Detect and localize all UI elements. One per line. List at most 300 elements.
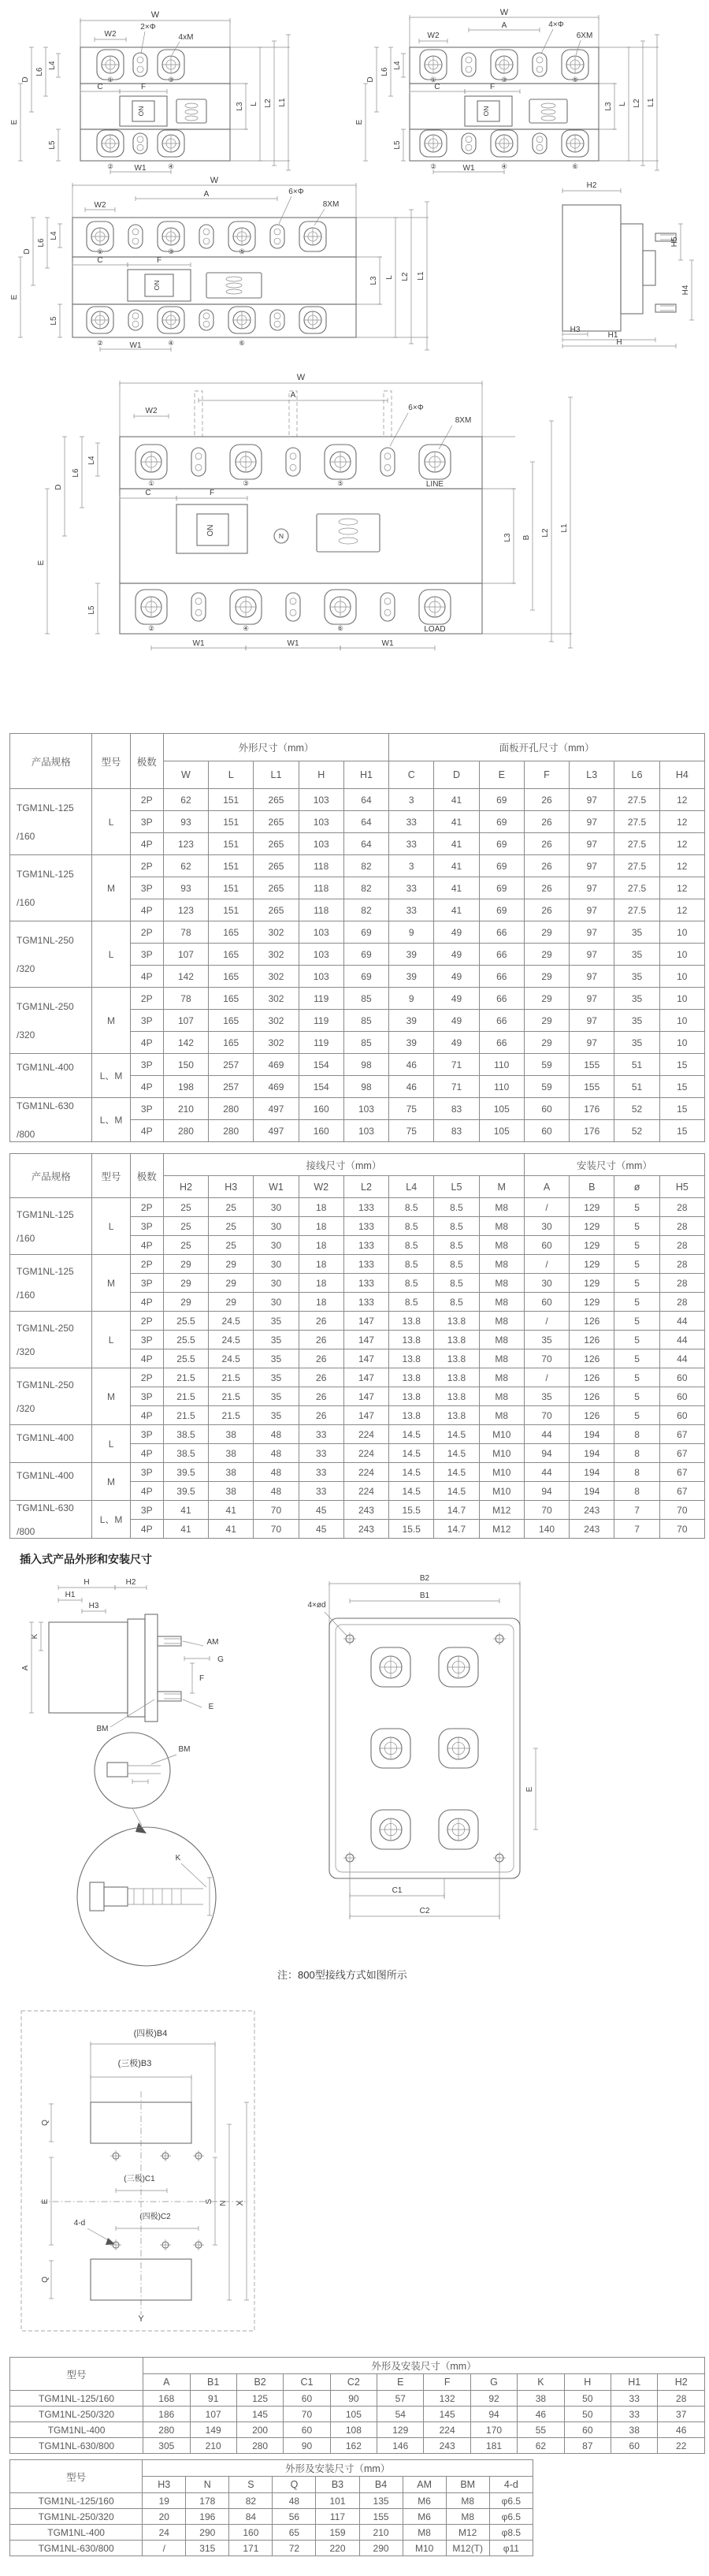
- value-cell: 29: [209, 1255, 254, 1274]
- value-cell: 97: [570, 789, 614, 811]
- value-cell: 119: [299, 988, 343, 1010]
- value-cell: 22: [658, 2438, 705, 2454]
- poles-cell: 2P: [130, 921, 163, 944]
- value-cell: 147: [343, 1331, 388, 1349]
- column-header: H3: [209, 1176, 254, 1198]
- dim-label: F: [489, 83, 496, 91]
- value-cell: 97: [570, 921, 614, 944]
- value-cell: 30: [524, 1274, 569, 1293]
- dim-label: F: [199, 1674, 205, 1683]
- screw-callout: 8XM: [455, 416, 472, 425]
- model-cell: TGM1NL-125/160: [10, 2493, 143, 2509]
- value-cell: 82: [343, 899, 388, 921]
- table-row: [10, 921, 705, 944]
- value-cell: 151: [209, 899, 254, 921]
- table-row: [10, 855, 705, 877]
- value-cell: 35: [614, 921, 659, 944]
- column-header: L1: [254, 761, 299, 789]
- poles-cell: 4P: [130, 1482, 163, 1501]
- dim-label: W: [499, 8, 509, 17]
- value-cell: 49: [434, 1032, 479, 1054]
- model-cell: TGM1NL-630/800: [10, 2438, 143, 2454]
- dimension-table-plugin-1: [9, 2357, 705, 2454]
- value-cell: 87: [564, 2438, 611, 2454]
- value-cell: 69: [479, 877, 524, 899]
- value-cell: 15.5: [389, 1501, 434, 1520]
- value-cell: 62: [163, 789, 208, 811]
- value-cell: 41: [163, 1501, 208, 1520]
- value-cell: 14.7: [434, 1520, 479, 1539]
- value-cell: 108: [330, 2422, 377, 2438]
- terminal-lug: [135, 590, 167, 624]
- value-cell: 18: [299, 1293, 343, 1312]
- terminal-lug: [230, 590, 262, 624]
- value-cell: 13.8: [389, 1368, 434, 1387]
- value-cell: 147: [343, 1368, 388, 1387]
- model-cell: TGM1NL-250/320: [10, 2509, 143, 2525]
- dim-label: W1: [192, 639, 205, 648]
- dim-label: E: [37, 560, 46, 566]
- value-cell: 41: [434, 811, 479, 833]
- value-cell: 52: [614, 1098, 659, 1120]
- value-cell: 194: [570, 1444, 614, 1463]
- dim-label: B1: [419, 1591, 430, 1600]
- value-cell: M12(T): [446, 2541, 489, 2556]
- dim-label: A: [501, 21, 507, 30]
- dim-label: C: [145, 489, 151, 497]
- value-cell: 118: [299, 877, 343, 899]
- dim-label: D: [21, 76, 30, 83]
- terminal-number: ④: [243, 624, 249, 632]
- value-cell: 39.5: [163, 1482, 208, 1501]
- value-cell: 29: [163, 1274, 208, 1293]
- value-cell: 64: [343, 811, 388, 833]
- column-header: G: [470, 2374, 517, 2391]
- dim-label: F: [156, 256, 162, 265]
- dim-label: D: [366, 76, 375, 83]
- dim-label: L4: [48, 61, 57, 70]
- dim-label: (三极)C1: [124, 2175, 155, 2183]
- value-cell: 69: [479, 811, 524, 833]
- dim-label: E: [208, 1703, 214, 1711]
- column-header: E: [479, 761, 524, 789]
- value-cell: 125: [236, 2391, 283, 2407]
- value-cell: 196: [186, 2509, 229, 2525]
- value-cell: 49: [434, 944, 479, 966]
- value-cell: 126: [570, 1406, 614, 1425]
- dim-label: H2: [125, 1578, 136, 1587]
- terminal-number: ②: [430, 162, 436, 170]
- drawing-mounting-layout: [20, 2006, 264, 2337]
- dim-label: L2: [633, 99, 641, 108]
- plug-terminal: [128, 225, 143, 248]
- value-cell: 24: [143, 2525, 186, 2541]
- value-cell: 29: [163, 1293, 208, 1312]
- column-header: BM: [446, 2477, 489, 2493]
- dim-label: L5: [393, 140, 402, 150]
- dim-label: (四极)C2: [139, 2213, 171, 2221]
- value-cell: M8: [479, 1293, 524, 1312]
- value-cell: 59: [524, 1076, 569, 1098]
- value-cell: 14.5: [389, 1425, 434, 1444]
- value-cell: 265: [254, 877, 299, 899]
- model-cell: M: [92, 855, 130, 921]
- value-cell: 126: [570, 1331, 614, 1349]
- product-spec-cell: TGM1NL-125 /160: [10, 1198, 92, 1255]
- value-cell: 224: [424, 2422, 470, 2438]
- value-cell: 21.5: [163, 1387, 208, 1406]
- value-cell: 151: [209, 833, 254, 855]
- product-spec-cell: TGM1NL-250 /320: [10, 921, 92, 988]
- value-cell: 302: [254, 966, 299, 988]
- value-cell: 44: [524, 1425, 569, 1444]
- value-cell: 28: [659, 1293, 704, 1312]
- value-cell: M12: [446, 2525, 489, 2541]
- table-row: [10, 2391, 705, 2407]
- value-cell: 51: [614, 1054, 659, 1076]
- value-cell: 27.5: [614, 789, 659, 811]
- value-cell: 105: [479, 1098, 524, 1120]
- terminal-lug: [491, 130, 518, 157]
- value-cell: 243: [570, 1520, 614, 1539]
- value-cell: 35: [254, 1368, 299, 1387]
- value-cell: /: [143, 2541, 186, 2556]
- model-cell: M: [92, 988, 130, 1054]
- terminal-lug: [230, 445, 262, 479]
- value-cell: 14.5: [389, 1482, 434, 1501]
- value-cell: 151: [209, 811, 254, 833]
- table-row: [10, 2422, 705, 2438]
- dim-label: Q: [41, 2276, 50, 2283]
- dim-label: W: [296, 373, 306, 382]
- value-cell: M6: [403, 2509, 446, 2525]
- value-cell: 5: [614, 1236, 659, 1255]
- value-cell: 67: [659, 1482, 704, 1501]
- value-cell: 98: [343, 1076, 388, 1098]
- poles-cell: 3P: [130, 944, 163, 966]
- value-cell: 30: [254, 1236, 299, 1255]
- dim-label: L5: [48, 140, 57, 150]
- value-cell: 97: [570, 877, 614, 899]
- value-cell: 290: [359, 2541, 403, 2556]
- value-cell: 97: [570, 944, 614, 966]
- column-header: L4: [389, 1176, 434, 1198]
- value-cell: 64: [343, 833, 388, 855]
- dim-label: W2: [104, 30, 117, 39]
- value-cell: M8: [479, 1387, 524, 1406]
- terminal-number: ⑤: [337, 479, 343, 487]
- value-cell: 7: [614, 1501, 659, 1520]
- value-cell: 8.5: [389, 1198, 434, 1217]
- value-cell: M10: [479, 1425, 524, 1444]
- value-cell: 302: [254, 944, 299, 966]
- model-cell: L: [92, 1425, 130, 1463]
- value-cell: 60: [611, 2438, 658, 2454]
- value-cell: 29: [163, 1255, 208, 1274]
- value-cell: 103: [299, 966, 343, 988]
- product-spec-cell: TGM1NL-400: [10, 1054, 92, 1098]
- plug-terminal: [533, 133, 547, 154]
- value-cell: 10: [659, 1032, 704, 1054]
- drawing-front-2p: [9, 8, 351, 175]
- value-cell: 147: [343, 1312, 388, 1331]
- product-spec-cell: TGM1NL-250 /320: [10, 988, 92, 1054]
- value-cell: 18: [299, 1255, 343, 1274]
- value-cell: 62: [518, 2438, 564, 2454]
- value-cell: 132: [424, 2391, 470, 2407]
- poles-cell: 2P: [130, 855, 163, 877]
- model-cell: M: [92, 1463, 130, 1501]
- dim-label: H: [616, 338, 622, 347]
- product-spec-cell: TGM1NL-630 /800: [10, 1501, 92, 1539]
- column-header: A: [524, 1176, 569, 1198]
- value-cell: 26: [524, 899, 569, 921]
- value-cell: 13.8: [389, 1349, 434, 1368]
- value-cell: 12: [659, 833, 704, 855]
- value-cell: 154: [299, 1076, 343, 1098]
- column-group-header: 外形及安装尺寸（mm）: [143, 2460, 533, 2477]
- value-cell: 60: [524, 1293, 569, 1312]
- value-cell: 126: [570, 1387, 614, 1406]
- value-cell: 9: [389, 988, 434, 1010]
- value-cell: 133: [343, 1255, 388, 1274]
- value-cell: M8: [403, 2525, 446, 2541]
- value-cell: 38.5: [163, 1444, 208, 1463]
- value-cell: 69: [479, 855, 524, 877]
- value-cell: 135: [359, 2493, 403, 2509]
- terminal-lug: [87, 307, 113, 333]
- terminal-number: ④: [168, 162, 174, 170]
- value-cell: φ6.5: [489, 2493, 533, 2509]
- dim-label: H5: [670, 236, 679, 248]
- value-cell: 469: [254, 1054, 299, 1076]
- value-cell: 90: [284, 2438, 330, 2454]
- poles-cell: 3P: [130, 877, 163, 899]
- poles-cell: 4P: [130, 966, 163, 988]
- value-cell: 26: [524, 789, 569, 811]
- dim-label: L6: [35, 67, 44, 76]
- terminal-lug: [158, 130, 184, 157]
- terminal-number: ④: [501, 162, 507, 170]
- value-cell: 39: [389, 966, 434, 988]
- value-cell: 165: [209, 966, 254, 988]
- value-cell: 5: [614, 1406, 659, 1425]
- value-cell: 103: [299, 833, 343, 855]
- dim-label: K: [31, 1633, 39, 1640]
- value-cell: 107: [163, 944, 208, 966]
- load-label: LOAD: [424, 625, 446, 634]
- value-cell: 147: [343, 1387, 388, 1406]
- model-cell: TGM1NL-400: [10, 2525, 143, 2541]
- plug-terminal: [191, 593, 206, 621]
- value-cell: 103: [299, 789, 343, 811]
- model-cell: TGM1NL-125/160: [10, 2391, 143, 2407]
- column-header: 4-d: [489, 2477, 533, 2493]
- value-cell: 97: [570, 833, 614, 855]
- value-cell: 97: [570, 988, 614, 1010]
- value-cell: 103: [343, 1120, 388, 1142]
- value-cell: 33: [389, 833, 434, 855]
- value-cell: 8.5: [389, 1217, 434, 1236]
- dim-label: C1: [392, 1886, 403, 1895]
- value-cell: 56: [273, 2509, 316, 2525]
- value-cell: 224: [343, 1482, 388, 1501]
- table-outline-panel: [9, 733, 705, 1142]
- value-cell: 98: [343, 1054, 388, 1076]
- value-cell: 25.5: [163, 1312, 208, 1331]
- value-cell: 3: [389, 789, 434, 811]
- value-cell: 8: [614, 1463, 659, 1482]
- value-cell: 302: [254, 1032, 299, 1054]
- value-cell: 35: [614, 944, 659, 966]
- value-cell: 119: [299, 1032, 343, 1054]
- value-cell: 162: [330, 2438, 377, 2454]
- dim-label: W1: [134, 164, 147, 173]
- column-header: L: [209, 761, 254, 789]
- dim-label: F: [140, 83, 147, 91]
- plug-terminal: [128, 310, 143, 330]
- value-cell: 107: [190, 2407, 236, 2422]
- value-cell: 129: [570, 1274, 614, 1293]
- value-cell: 37: [658, 2407, 705, 2422]
- drawing-plugin-side: [14, 1575, 286, 1981]
- terminal-number: ⑤: [572, 76, 578, 84]
- value-cell: 265: [254, 833, 299, 855]
- dim-label: L: [385, 275, 394, 280]
- column-header: C1: [284, 2374, 330, 2391]
- dimension-table-plugin-2: [9, 2459, 533, 2556]
- terminal-number: ③: [168, 76, 174, 84]
- value-cell: 35: [524, 1331, 569, 1349]
- table-row: [10, 789, 705, 811]
- mounting-hole: [343, 1852, 356, 1864]
- value-cell: 66: [479, 921, 524, 944]
- value-cell: 35: [254, 1312, 299, 1331]
- poles-cell: 3P: [130, 1274, 163, 1293]
- table-row: [10, 1098, 705, 1120]
- value-cell: 33: [389, 811, 434, 833]
- value-cell: 49: [434, 921, 479, 944]
- table-row: [10, 1054, 705, 1076]
- value-cell: 25: [209, 1217, 254, 1236]
- value-cell: 62: [163, 855, 208, 877]
- value-cell: 224: [343, 1425, 388, 1444]
- column-group-header: 外形及安装尺寸（mm）: [143, 2358, 705, 2374]
- poles-cell: 2P: [130, 789, 163, 811]
- value-cell: 118: [299, 899, 343, 921]
- terminal-number: ②: [97, 339, 103, 347]
- value-cell: 15.5: [389, 1520, 434, 1539]
- mounting-hole: [110, 2150, 121, 2161]
- table-row: [10, 1463, 705, 1482]
- on-label: ON: [137, 106, 145, 117]
- value-cell: 265: [254, 789, 299, 811]
- value-cell: 49: [434, 988, 479, 1010]
- value-cell: 33: [299, 1482, 343, 1501]
- value-cell: 30: [254, 1217, 299, 1236]
- value-cell: 147: [343, 1406, 388, 1425]
- value-cell: M8: [479, 1198, 524, 1217]
- value-cell: 26: [524, 833, 569, 855]
- value-cell: 8: [614, 1444, 659, 1463]
- value-cell: 160: [299, 1098, 343, 1120]
- value-cell: 69: [343, 944, 388, 966]
- value-cell: 145: [424, 2407, 470, 2422]
- poles-cell: 4P: [130, 833, 163, 855]
- product-spec-cell: TGM1NL-630 /800: [10, 1098, 92, 1142]
- value-cell: 25.5: [163, 1331, 208, 1349]
- value-cell: 28: [659, 1198, 704, 1217]
- column-group-header: 安装尺寸（mm）: [524, 1154, 704, 1176]
- value-cell: 65: [273, 2525, 316, 2541]
- value-cell: 13.8: [434, 1406, 479, 1425]
- poles-cell: 4P: [130, 1520, 163, 1539]
- value-cell: 19: [143, 2493, 186, 2509]
- plug-terminal: [462, 53, 476, 76]
- column-header: 型号: [10, 2358, 143, 2391]
- dim-label: W2: [427, 32, 440, 40]
- poles-cell: 4P: [130, 1120, 163, 1142]
- value-cell: 85: [343, 1010, 388, 1032]
- value-cell: 165: [209, 944, 254, 966]
- dim-label: S: [205, 2198, 213, 2205]
- value-cell: 305: [143, 2438, 190, 2454]
- value-cell: 67: [659, 1444, 704, 1463]
- dim-label: A: [203, 190, 210, 199]
- terminal-lug: [439, 1729, 478, 1768]
- value-cell: 25: [163, 1217, 208, 1236]
- value-cell: 224: [343, 1444, 388, 1463]
- terminal-lug: [299, 307, 326, 333]
- value-cell: 26: [299, 1406, 343, 1425]
- poles-cell: 2P: [130, 1312, 163, 1331]
- value-cell: 171: [229, 2541, 273, 2556]
- value-cell: 69: [479, 899, 524, 921]
- value-cell: 14.5: [389, 1444, 434, 1463]
- dim-label: (三极)B3: [117, 2059, 152, 2068]
- value-cell: 129: [570, 1198, 614, 1217]
- value-cell: 94: [524, 1444, 569, 1463]
- value-cell: 27.5: [614, 877, 659, 899]
- value-cell: 46: [518, 2407, 564, 2422]
- value-cell: M8: [479, 1217, 524, 1236]
- value-cell: 133: [343, 1274, 388, 1293]
- value-cell: φ6.5: [489, 2509, 533, 2525]
- value-cell: 5: [614, 1198, 659, 1217]
- dimension-table-outline-panel: [9, 733, 705, 1142]
- table-row: [10, 2525, 533, 2541]
- table-row: [10, 2438, 705, 2454]
- terminal-lug: [299, 221, 326, 251]
- column-header: 产品规格: [10, 734, 92, 789]
- value-cell: 155: [570, 1054, 614, 1076]
- dim-label: B: [522, 534, 531, 541]
- dimension-table-wiring-mounting: [9, 1153, 705, 1539]
- dim-label: H: [84, 1578, 90, 1587]
- poles-cell: 3P: [130, 1463, 163, 1482]
- terminal-lug: [419, 445, 451, 479]
- value-cell: 28: [659, 1255, 704, 1274]
- value-cell: 265: [254, 899, 299, 921]
- value-cell: 14.5: [434, 1482, 479, 1501]
- terminal-lug: [325, 590, 356, 624]
- value-cell: 97: [570, 855, 614, 877]
- value-cell: 8.5: [434, 1274, 479, 1293]
- model-cell: L、M: [92, 1501, 130, 1539]
- value-cell: 29: [524, 921, 569, 944]
- value-cell: 170: [470, 2422, 517, 2438]
- value-cell: 45: [299, 1520, 343, 1539]
